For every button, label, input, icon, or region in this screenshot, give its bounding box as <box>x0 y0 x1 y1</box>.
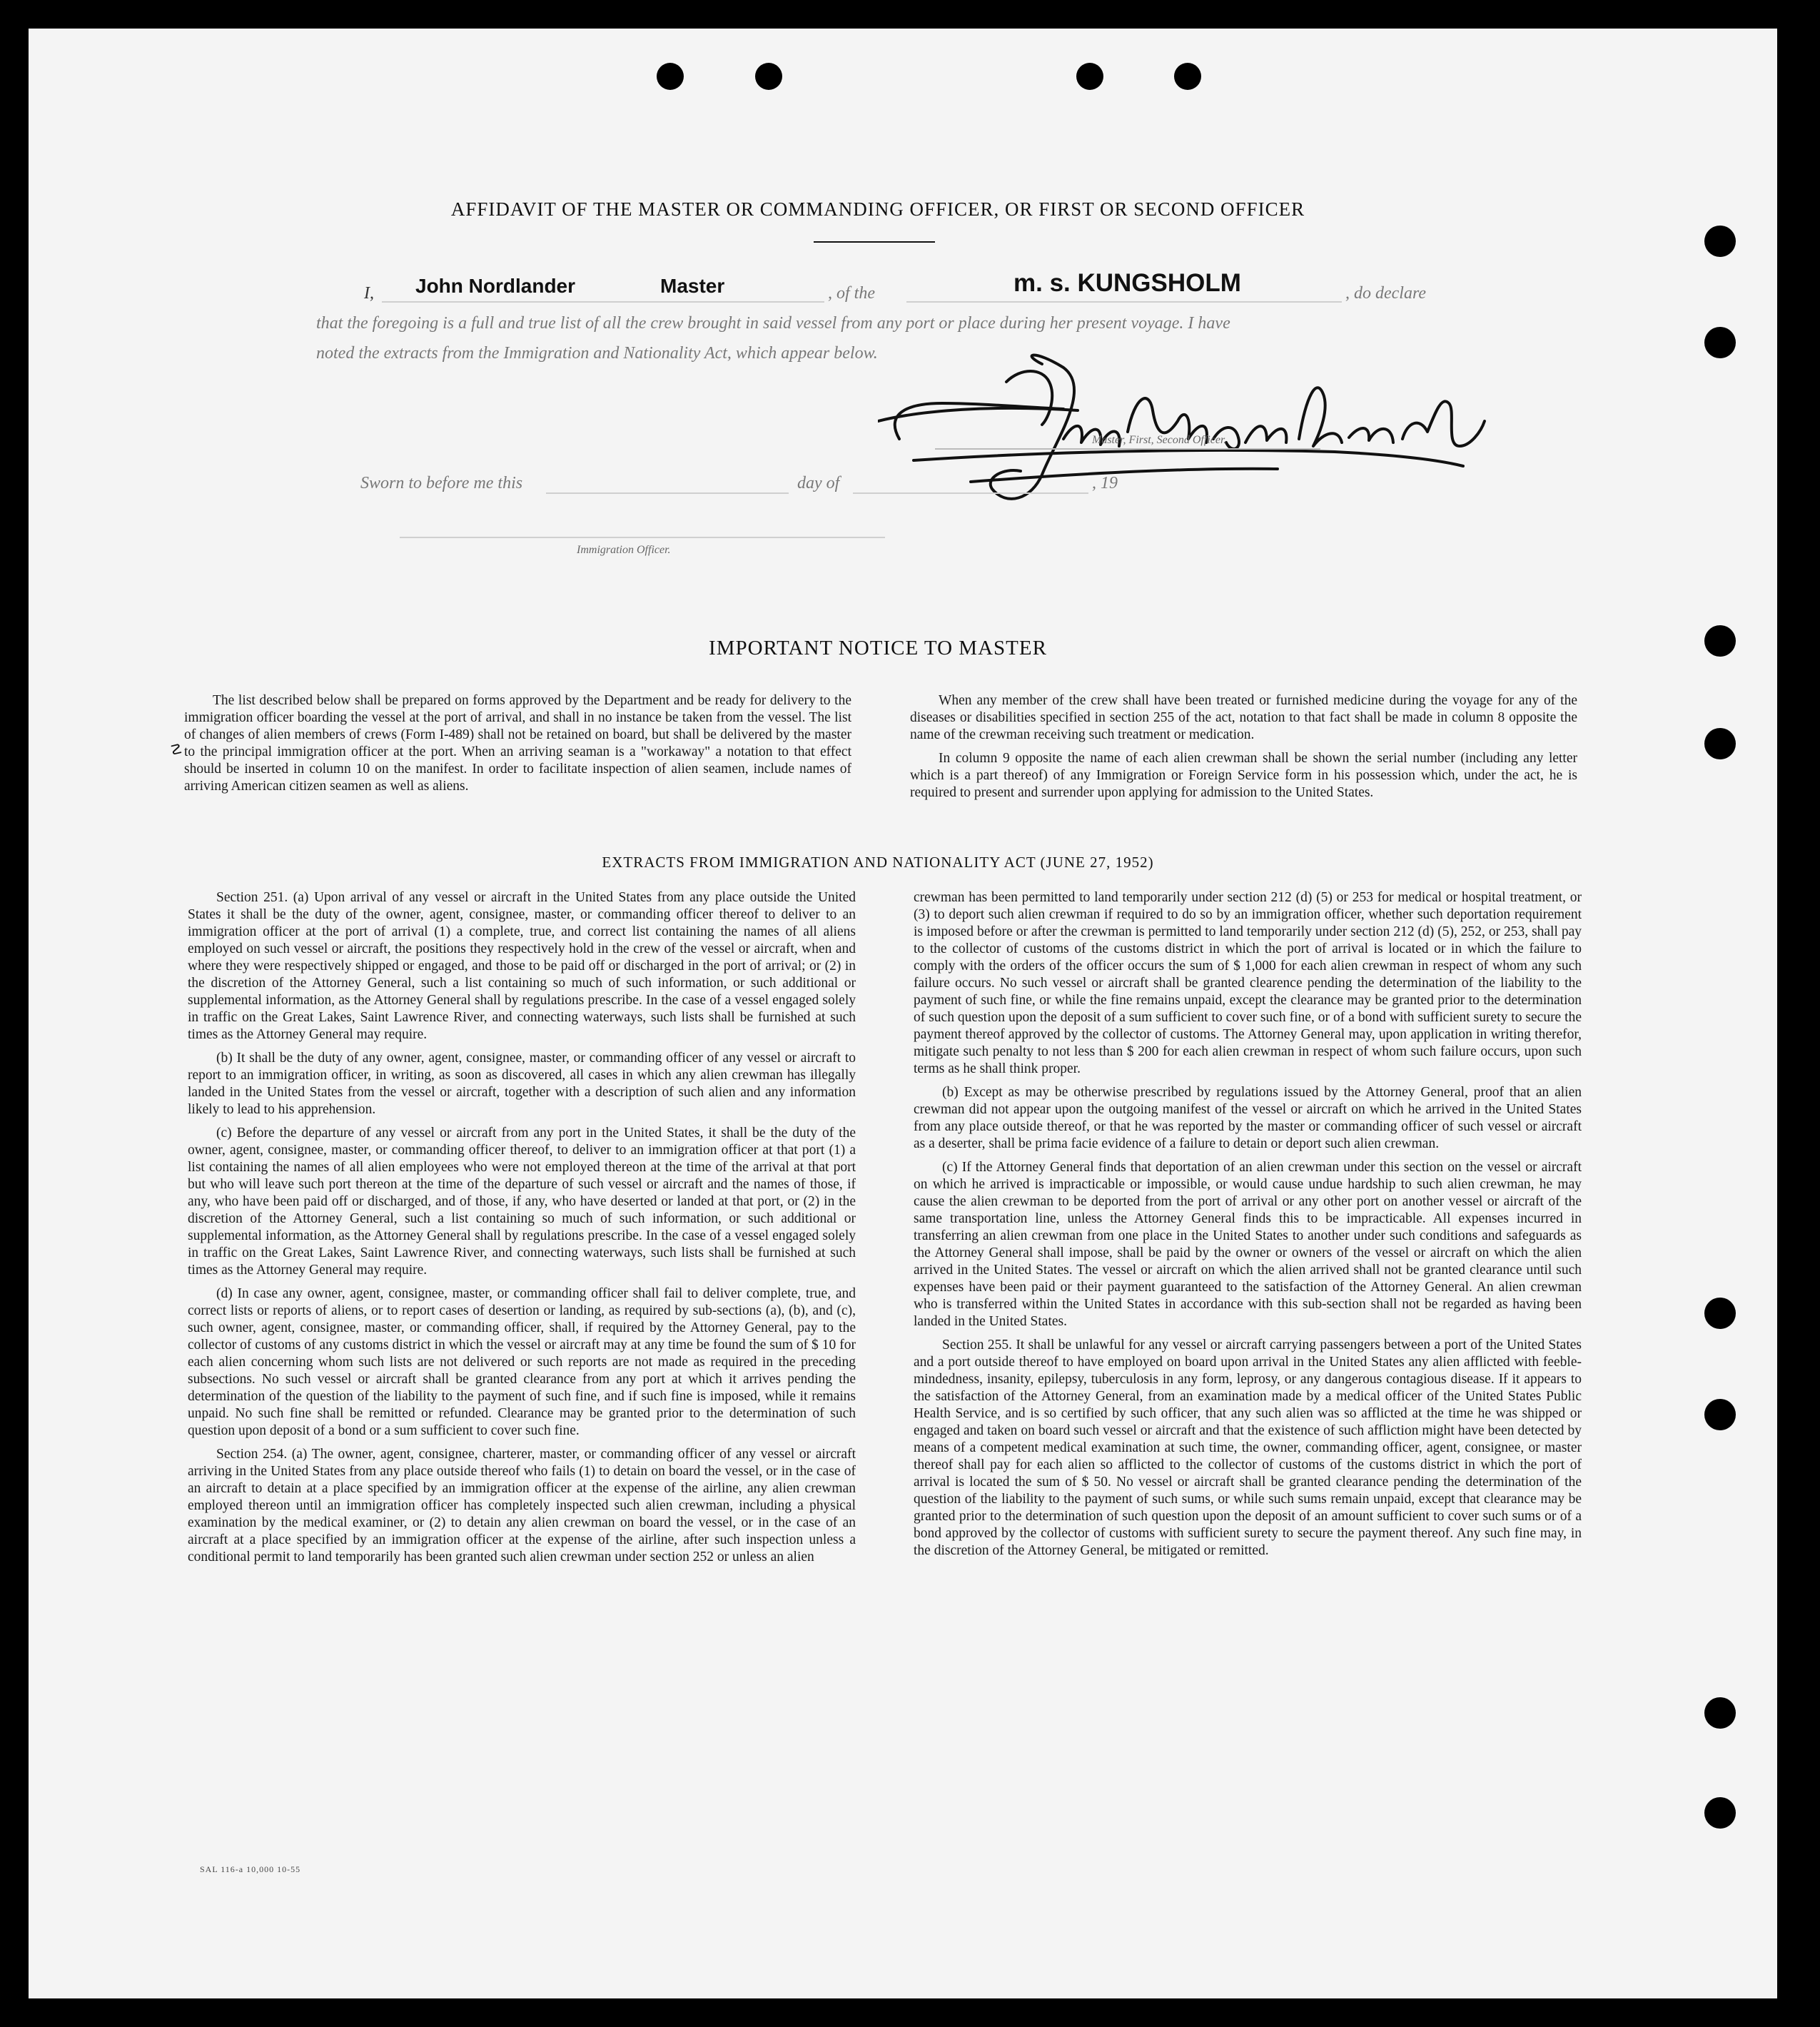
notice-title: IMPORTANT NOTICE TO MASTER <box>709 637 1047 659</box>
punch-hole <box>1704 1797 1736 1829</box>
master-rank: Master <box>660 275 725 297</box>
extracts-right-column <box>914 889 1582 1566</box>
declaration-line-3: noted the extracts from the Immigration and Nationality Act, which appear below. <box>316 344 878 363</box>
extracts-left-column <box>188 889 856 1572</box>
sworn-month-blank <box>853 492 1088 494</box>
extract-paragraph: (b) It shall be the duty of any owner, agent, consignee, master, or commanding officer of any vessel or aircraft to report to an immigration officer, in writing, as soon as discovered, all cases in which any alien crewman has illegally landed in the United States from the vessel or aircraft, together with a description of such alien and any information likely to lead to his apprehension. <box>188 1051 856 1117</box>
do-declare-label: , do declare <box>1345 284 1427 303</box>
immigration-officer-label: Immigration Officer. <box>577 544 671 556</box>
signature-line <box>935 448 1320 450</box>
notice-left-column <box>184 692 851 802</box>
notice-paragraph: When any member of the crew shall have been treated or furnished medicine during the voyage for any of the diseases or disabilities specified in section 255 of the act, notation to that fact shall be made in column 8 opposite the name of the crewman receiving such treatment or medication. <box>910 693 1577 742</box>
extract-paragraph: (c) Before the departure of any vessel or aircraft from any port in the United States, it shall be the duty of the owner, agent, consignee, master, or commanding officer thereof, to deliver to an immigration officer at that port (1) a list containing the names of all alien employees who were not employed thereon at the time of the arrival at that port but who will leave such port thereon at the time of the departure of such vessel or aircraft and the names of those, if any, who have been paid off or discharged, and of those, if any, who have deserted or landed at that port, or (2) in the discretion of the Attorney General, such a list containing so much of such information, or such additional or supplemental information, as the Attorney General shall by regulations prescribe. In the case of a vessel engaged solely in traffic on the Great Lakes, Saint Lawrence River, and connecting waterways, such lists shall be furnished at such times as the Attorney General may require. <box>188 1126 856 1278</box>
declaration-prefix: I, <box>364 284 374 303</box>
extract-paragraph: crewman has been permitted to land temporarily under section 212 (d) (5) or 253 for medical or hospital treatment, or (3) to deport such alien crewman if required to do so by an immigration officer, whether such deportation requirement is imposed before or after the crewman is permitted to land temporarily under section 212 (d) (5), 252, or 253, shall pay to the collector of customs of the customs district in which the port of arrival is located or in which the failure to comply with the orders of the officer occurs the sum of $ 1,000 for each alien crewman in respect of whom any such failure occurs. No such vessel or aircraft shall be granted clearence pending the determination of the liability to the payment of such fine, or while the fine remains unpaid, except the clearance may be granted prior to the determination of such question upon the deposit of a sum sufficient to cover such fine, or of a bond with sufficient surety to secure the payment thereof approved by the collector of customs. The Attorney General may, upon application in writing therefor, mitigate such penalty to not less than $ 200 for each alien crewman in respect of whom such failure occurs, upon such terms as he shall think proper. <box>914 890 1582 1076</box>
affidavit-title: AFFIDAVIT OF THE MASTER OR COMMANDING OFFICER, OR FIRST OR SECOND OFFICER <box>450 198 1305 220</box>
declaration-line-2: that the foregoing is a full and true list of all the crew brought in said vessel from any port or place during her present voyage. I have <box>316 314 1230 333</box>
extract-paragraph: Section 254. (a) The owner, agent, consignee, charterer, master, or commanding officer of any vessel or aircraft arriving in the United States from any place outside thereof who fails (1) to detain on board the vessel, or in the case of an aircraft to detain at a place specified by an immigration officer at the expense of the airline, any alien crewman employed thereon until an immigration officer has completely inspected such alien crewman, including a physical examination by the medical examiner, or (2) to detain any alien crewman on board the vessel, or in the case of an aircraft at a place specified by an immigration officer at the expense of the airline, after such inspection unless a conditional permit to land temporarily has been granted such alien crewman under section 252 or unless an alien <box>188 1447 856 1565</box>
extract-paragraph: Section 251. (a) Upon arrival of any vessel or aircraft in the United States from any place outside the United States it shall be the duty of the owner, agent, consignee, master, or commanding officer thereof to deliver to an immigration officer at the port of arrival (1) a complete, true, and correct list containing the names of all aliens employed on such vessel or aircraft, the positions they respectively hold in the crew of the vessel or aircraft, when and where they were respectively shipped or engaged, and those to be paid off or discharged in the port of arrival; or (2) in the discretion of the Attorney General, such a list containing so much of such information, or such additional or supplemental information, as the Attorney General shall by regulations prescribe. In the case of a vessel engaged solely in traffic on the Great Lakes, Saint Lawrence River, and connecting waterways, such lists shall be furnished at such times as the Attorney General may require. <box>188 890 856 1042</box>
vessel-name: m. s. KUNGSHOLM <box>1013 269 1241 297</box>
extract-paragraph: (d) In case any owner, agent, consignee, master, or commanding officer shall fail to deliver complete, true, and correct lists or reports of aliens, or to report cases of desertion or landing, as required by sub-sections (a), (b), and (c), such owner, agent, consignee, master, or commanding officer, shall, if required by the Attorney General, pay to the collector of customs of any customs district in which the vessel or aircraft may at any time be found the sum of $ 10 for each alien concerning whom such lists are not delivered or such reports are not made as required in the preceding subsections. No such vessel or aircraft shall be granted clearance from any port at which it arrives pending the determination of the question of the liability to the payment of such fine, and if such fine is imposed, while it remains unpaid. No such fine shall be remitted or refunded. Clearance may be granted prior to the determination of such question upon deposit of a bond or a sum sufficient to cover such fine. <box>188 1286 856 1438</box>
name-blank <box>382 301 824 303</box>
sworn-label: Sworn to before me this <box>360 474 523 492</box>
punch-hole <box>1704 1399 1736 1430</box>
punch-hole <box>1704 1697 1736 1729</box>
master-name: John Nordlander <box>415 275 576 297</box>
notice-right-column <box>910 692 1577 808</box>
extract-paragraph: Section 255. It shall be unlawful for any vessel or aircraft carrying passengers between a port of the United States and a port outside thereof to have employed on board upon arrival in the United States any alien afflicted with feeble-mindedness, insanity, epilepsy, tuberculosis in any form, leprosy, or any dangerous contagious disease. If it appears to the satisfaction of the Attorney General, from an examination made by a medical officer of the United States Public Health Service, and is so certified by such officer, that any such alien was so afflicted at the time he was shipped or engaged and taken on board such vessel or aircraft and that the existence of such affliction might have been detected by means of a competent medical examination at such time, the owner, commanding officer, agent, consignee, or master thereof shall pay for each alien so afflicted to the collector of customs of the customs district in which the port of arrival is located the sum of $ 50. No vessel or aircraft shall be granted clearance pending the determination of the question of the liability to the payment of such sums, or while such sums remain unpaid, except that clearance may be granted prior to the determination of such question upon the deposit of an amount sufficient to cover such sums or of a bond approved by the collector of customs with sufficient surety to secure the payment thereof. Any such fine may, in the discretion of the Attorney General, be mitigated or remitted. <box>914 1338 1582 1558</box>
title-divider <box>814 241 935 243</box>
extract-paragraph: (b) Except as may be otherwise prescribed by regulations issued by the Attorney General, proof that an alien crewman did not appear upon the outgoing manifest of the vessel or aircraft on which he arrived in the United States from any place outside thereof, or that he was reported by the master or commanding officer of such vessel or aircraft as a deserter, shall be prima facie evidence of a failure to detain or deport such alien crewman. <box>914 1085 1582 1151</box>
of-the-label: , of the <box>828 284 875 303</box>
form-code: SAL 116-a 10,000 10-55 <box>200 1864 301 1874</box>
punch-hole <box>1174 63 1201 90</box>
officer-title-label: Master, First, Second Officer. <box>1092 434 1227 446</box>
punch-hole <box>657 63 684 90</box>
sworn-day-blank <box>546 492 789 494</box>
day-of-label: day of <box>797 474 840 492</box>
notice-paragraph: The list described below shall be prepared on forms approved by the Department and be ready for delivery to the immigration officer boarding the vessel at the port of arrival, and shall in no instance be taken from the vessel. The list of changes of alien members of crews (Form I-489) shall not be retained on board, but shall be delivered by the master to the principal immigration officer at the port. When an arriving seaman is a "workaway" a notation to that effect should be inserted in column 10 on the manifest. In order to facilitate inspection of alien seamen, include names of arriving American citizen seamen as well as aliens. <box>184 693 851 794</box>
extracts-title: EXTRACTS FROM IMMIGRATION AND NATIONALITY ACT (JUNE 27, 1952) <box>602 854 1154 871</box>
margin-mark: ☡ <box>170 742 183 758</box>
punch-hole <box>1704 226 1736 257</box>
punch-hole <box>1704 728 1736 759</box>
extract-paragraph: (c) If the Attorney General finds that deportation of an alien crewman under this section on the vessel or aircraft on which he arrived is impracticable or impossible, or would cause undue hardship to such alien crewman, he may cause the alien crewman to be deported from the port of arrival or any other port on another vessel or aircraft of the same transportation line, unless the Attorney General finds this to be impracticable. All expenses incurred in transferring an alien crewman from one place in the United States to another under such conditions and safeguards as the Attorney General shall impose, shall be paid by the owner or owners of the vessel or aircraft on which the alien arrived in the United States. The vessel or aircraft on which the alien arrived shall not be granted clearance until such expenses have been paid or their payment guaranteed to the satisfaction of the Attorney General. An alien crewman who is transferred within the United States in accordance with this sub-section shall not be regarded as having been landed in the United States. <box>914 1160 1582 1329</box>
punch-hole <box>1076 63 1103 90</box>
punch-hole <box>1704 327 1736 358</box>
punch-hole <box>1704 1298 1736 1329</box>
immigration-officer-line <box>400 537 885 538</box>
punch-hole <box>755 63 782 90</box>
year-label: , 19 <box>1092 474 1118 492</box>
notice-paragraph: In column 9 opposite the name of each alien crewman shall be shown the serial number (including any letter which is a part thereof) of any Immigration or Foreign Service form in his possession which, under the act, he is required to present and surrender upon applying for admission to the United States. <box>910 751 1577 800</box>
vessel-blank <box>906 301 1342 303</box>
